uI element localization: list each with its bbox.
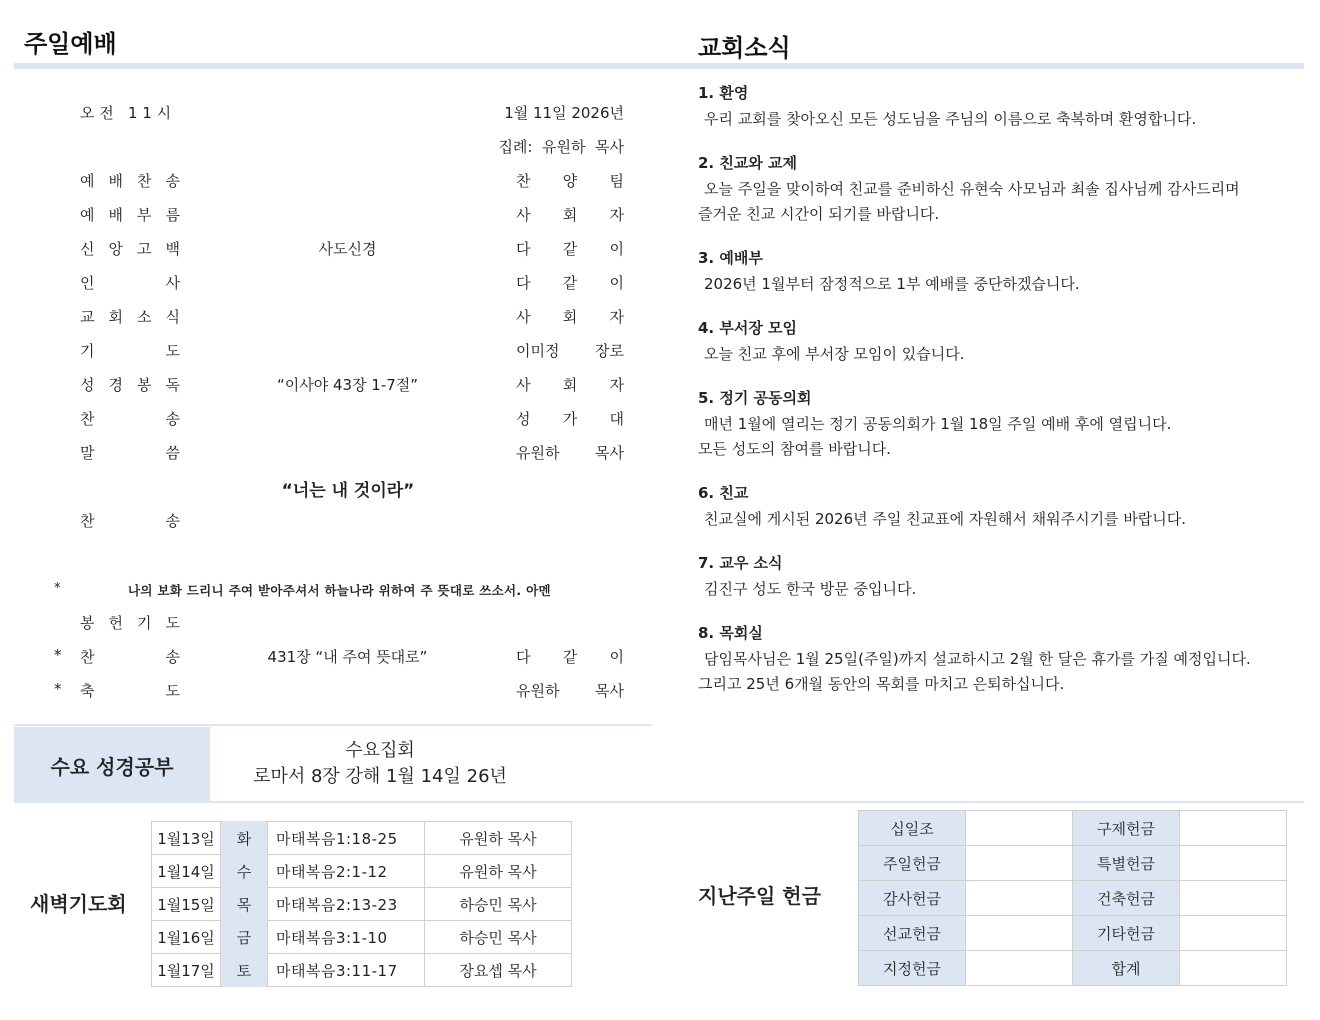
wednesday-line2: 로마서 8장 강해 1월 14일 26년 [253,766,507,787]
news-line: 모든 성도의 참여를 바랍니다. [698,440,891,458]
offering-category: 건축헌금 [1073,881,1180,916]
news-heading: 4. 부서장 모임 [698,319,798,337]
order-name-char: 찬 [80,648,95,666]
order-name-char: 독 [165,376,180,394]
news-body [698,107,1298,132]
order-name-char: 사 [165,274,180,292]
news-heading: 6. 친교 [698,484,749,502]
order-name-char: 백 [165,240,180,258]
order-leader-part: 자 [609,376,624,394]
order-leader-part: 다 [516,274,531,292]
news-line: 김진구 성도 한국 방문 중입니다. [704,580,917,598]
order-name [80,204,180,225]
offering-amount [1180,811,1287,846]
news-line: 우리 교회를 찾아오신 모든 성도님을 주님의 이름으로 축복하며 환영합니다. [704,110,1197,128]
dawn-row [152,855,572,888]
news-item [698,622,1298,697]
offering-amount [966,811,1073,846]
order-leader [516,374,624,395]
order-leader-part: 목사 [595,444,624,462]
presider: 집례: 유원하 목사 [498,138,624,156]
order-leader-part: 대 [609,410,624,428]
sermon-title: “너는 내 것이라” [281,481,415,501]
order-name-char: 씀 [165,444,180,462]
dawn-leader: 하승민 목사 [425,921,572,954]
order-name-char: 배 [108,206,123,224]
order-row [80,680,624,710]
order-name-char: 도 [165,342,180,360]
order-row [80,340,624,370]
dawn-passage: 마태복음1:18-25 [268,822,425,855]
order-leader [516,680,624,701]
order-leader [516,408,624,429]
dawn-row [152,888,572,921]
offering-category: 십일조 [859,811,966,846]
offering-category: 선교헌금 [859,916,966,951]
order-row [80,204,624,234]
order-leader-part: 이 [609,240,624,258]
order-leader [516,306,624,327]
dawn-passage: 마태복음3:1-10 [268,921,425,954]
news-item [698,552,1298,602]
order-leader-part: 같 [562,648,578,666]
news-item [698,247,1298,297]
order-leader-part: 이 [609,648,624,666]
order-name-char: 예 [80,172,95,190]
order-name-char: 말 [80,444,95,462]
news-line: 오늘 주일을 맞이하여 친교를 준비하신 유현숙 사모님과 최솔 집사님께 감사드리며 [704,180,1240,198]
order-leader [516,340,624,361]
order-name [80,374,180,395]
order-leader-part: 가 [562,410,578,428]
order-name-char: 식 [165,308,180,326]
offering-amount [966,916,1073,951]
order-leader-part: 자 [609,308,624,326]
order-row-hymn [80,510,624,540]
dawn-table [151,821,572,987]
offering-table [858,810,1287,986]
order-leader-part: 회 [562,308,578,326]
news-heading: 8. 목회실 [698,624,763,642]
wednesday-label-box [14,727,210,801]
news-item [698,317,1298,367]
news-body [698,342,1298,367]
news-line: 2026년 1월부터 잠정적으로 1부 예배를 중단하겠습니다. [704,275,1080,293]
news-body [698,177,1298,227]
order-detail: 사도신경 [318,240,377,258]
order-leader-part: 이 [609,274,624,292]
dawn-day: 토 [221,954,268,987]
order-name-char: 경 [108,376,123,394]
news-heading: 5. 정기 공동의회 [698,389,812,407]
dawn-leader: 장요셉 목사 [425,954,572,987]
order-row [80,272,624,302]
wednesday-line1: 수요집회 [345,740,415,761]
dawn-day: 목 [221,888,268,921]
star-mark: * [54,646,62,664]
order-name [80,442,180,463]
order-name-char: 신 [80,240,95,258]
order-name-char: 예 [80,206,95,224]
order-name-char: 인 [80,274,95,292]
offering-row [859,951,1287,986]
order-name-char: 송 [165,512,180,530]
dawn-row [152,822,572,855]
dawn-date: 1월16일 [152,921,221,954]
order-name-char: 도 [165,682,180,700]
news-body [698,577,1298,602]
dawn-passage: 마태복음2:1-12 [268,855,425,888]
dawn-date: 1월15일 [152,888,221,921]
offering-amount [1180,916,1287,951]
order-row [80,612,624,642]
news-line: 친교실에 게시된 2026년 주일 친교표에 자원해서 채워주시기를 바랍니다. [704,510,1187,528]
order-name-char: 고 [137,240,152,258]
order-name [80,680,180,701]
offering-category: 특별헌금 [1073,846,1180,881]
news-item [698,152,1298,227]
news-item [698,482,1298,532]
order-name-char: 송 [165,648,180,666]
dawn-leader: 하승민 목사 [425,888,572,921]
dawn-leader: 유원하 목사 [425,822,572,855]
offering-category: 감사헌금 [859,881,966,916]
order-leader-part: 회 [562,376,578,394]
order-row [80,646,624,676]
order-name-char: 봉 [137,376,152,394]
news-title: 교회소식 [698,34,791,62]
dawn-passage: 마태복음2:13-23 [268,888,425,921]
order-row [80,306,624,336]
order-leader-part: 사 [516,376,531,394]
order-name-char: 배 [108,172,123,190]
order-name [80,340,180,361]
news-line: 매년 1월에 열리는 정기 공동의회가 1월 18일 주일 예배 후에 열립니다. [704,415,1172,433]
dawn-passage: 마태복음3:11-17 [268,954,425,987]
offering-row [859,811,1287,846]
order-name [80,646,180,667]
dawn-date: 1월14일 [152,855,221,888]
order-leader-part: 성 [516,410,531,428]
order-leader-part: 자 [609,206,624,224]
order-name-char: 봉 [80,614,95,632]
order-leader-part: 목사 [595,682,624,700]
offering-amount [966,951,1073,986]
offering-label: 지난주일 헌금 [698,884,821,908]
order-name-char: 소 [137,308,152,326]
order-leader-part: 유원하 [516,682,560,700]
dawn-leader: 유원하 목사 [425,855,572,888]
order-name-char: 름 [165,206,180,224]
order-leader [516,272,624,293]
offering-category: 지정헌금 [859,951,966,986]
order-name-char: 성 [80,376,95,394]
wednesday-content [210,738,550,790]
news-body [698,412,1298,462]
worship-title: 주일예배 [24,30,117,58]
dawn-day: 화 [221,822,268,855]
order-row [80,170,624,200]
news-item [698,82,1298,132]
order-name-char: 찬 [80,512,95,530]
order-name [80,272,180,293]
offering-category: 주일헌금 [859,846,966,881]
order-name-char: 회 [108,308,123,326]
offering-amount [966,881,1073,916]
order-leader [516,646,624,667]
news-heading: 1. 환영 [698,84,749,102]
header-divider [14,63,1304,69]
news-line: 담임목사님은 1월 25일(주일)까지 설교하시고 2월 한 달은 휴가를 가질 예정입니다. [704,650,1251,668]
order-detail: “이사야 43장 1-7절” [276,376,419,394]
dawn-date: 1월13일 [152,822,221,855]
order-name-char: 찬 [137,172,152,190]
dawn-row [152,921,572,954]
order-leader-part: 다 [516,240,531,258]
order-row [80,408,624,438]
news-body [698,647,1298,697]
news-heading: 3. 예배부 [698,249,763,267]
section-divider [14,801,1304,803]
order-name-char: 축 [80,682,95,700]
order-name-char: 찬 [80,410,95,428]
order-leader-part: 양 [562,172,578,190]
order-name [80,170,180,191]
order-row [80,238,624,268]
order-name-char: 부 [137,206,152,224]
news-heading: 2. 친교와 교제 [698,154,798,172]
order-name-char: 기 [137,614,152,632]
order-name-char: 앙 [108,240,123,258]
order-leader [516,170,624,191]
star-mark: * [54,680,62,698]
service-time: 오 전 1 1 시 [80,104,172,122]
order-leader [516,238,624,259]
offering-amount [966,846,1073,881]
offering-amount [1180,881,1287,916]
offering-category: 합계 [1073,951,1180,986]
order-detail: 431장 “내 주여 뜻대로” [267,648,428,666]
order-name [80,612,180,633]
offering-category: 구제헌금 [1073,811,1180,846]
dedication-prayer: 나의 보화 드리니 주여 받아주셔서 하늘나라 위하여 주 뜻대로 쓰소서. 아멘 [128,583,551,598]
dawn-day: 수 [221,855,268,888]
order-leader-part: 사 [516,308,531,326]
order-leader-part: 찬 [516,172,531,190]
order-leader [516,442,624,463]
offering-row [859,881,1287,916]
order-leader-part: 사 [516,206,531,224]
order-leader-part: 팀 [609,172,624,190]
dawn-label: 새벽기도회 [30,892,127,916]
wednesday-label: 수요 성경공부 [50,755,174,779]
order-leader-part: 유원하 [516,444,560,462]
order-name-char: 기 [80,342,95,360]
dawn-day: 금 [221,921,268,954]
order-leader-part: 장로 [595,342,624,360]
order-name [80,510,180,531]
order-name-char: 교 [80,308,95,326]
order-leader-part: 다 [516,648,531,666]
order-name [80,306,180,327]
news-heading: 7. 교우 소식 [698,554,783,572]
offering-row [859,916,1287,951]
offering-amount [1180,846,1287,881]
order-leader-part: 회 [562,206,578,224]
order-row [80,442,624,472]
news-item [698,387,1298,462]
news-list [698,82,1298,717]
offering-category: 기타헌금 [1073,916,1180,951]
news-body [698,507,1298,532]
divider [14,724,652,726]
dawn-date: 1월17일 [152,954,221,987]
order-leader-part: 같 [562,274,578,292]
order-name [80,238,180,259]
order-leader [516,204,624,225]
order-row [80,374,624,404]
news-line: 오늘 친교 후에 부서장 모임이 있습니다. [704,345,965,363]
star-mark: * [54,581,61,596]
order-name-char: 헌 [108,614,123,632]
order-name-char: 송 [165,410,180,428]
order-name [80,408,180,429]
order-leader-part: 같 [562,240,578,258]
news-line: 그리고 25년 6개월 동안의 목회를 마치고 은퇴하십니다. [698,675,1065,693]
service-date: 1월 11일 2026년 [504,104,624,122]
order-name-char: 도 [165,614,180,632]
offering-amount [1180,951,1287,986]
dawn-row [152,954,572,987]
news-body [698,272,1298,297]
order-name-char: 송 [165,172,180,190]
order-leader-part: 이미정 [516,342,560,360]
news-line: 즐거운 친교 시간이 되기를 바랍니다. [698,205,940,223]
offering-row [859,846,1287,881]
